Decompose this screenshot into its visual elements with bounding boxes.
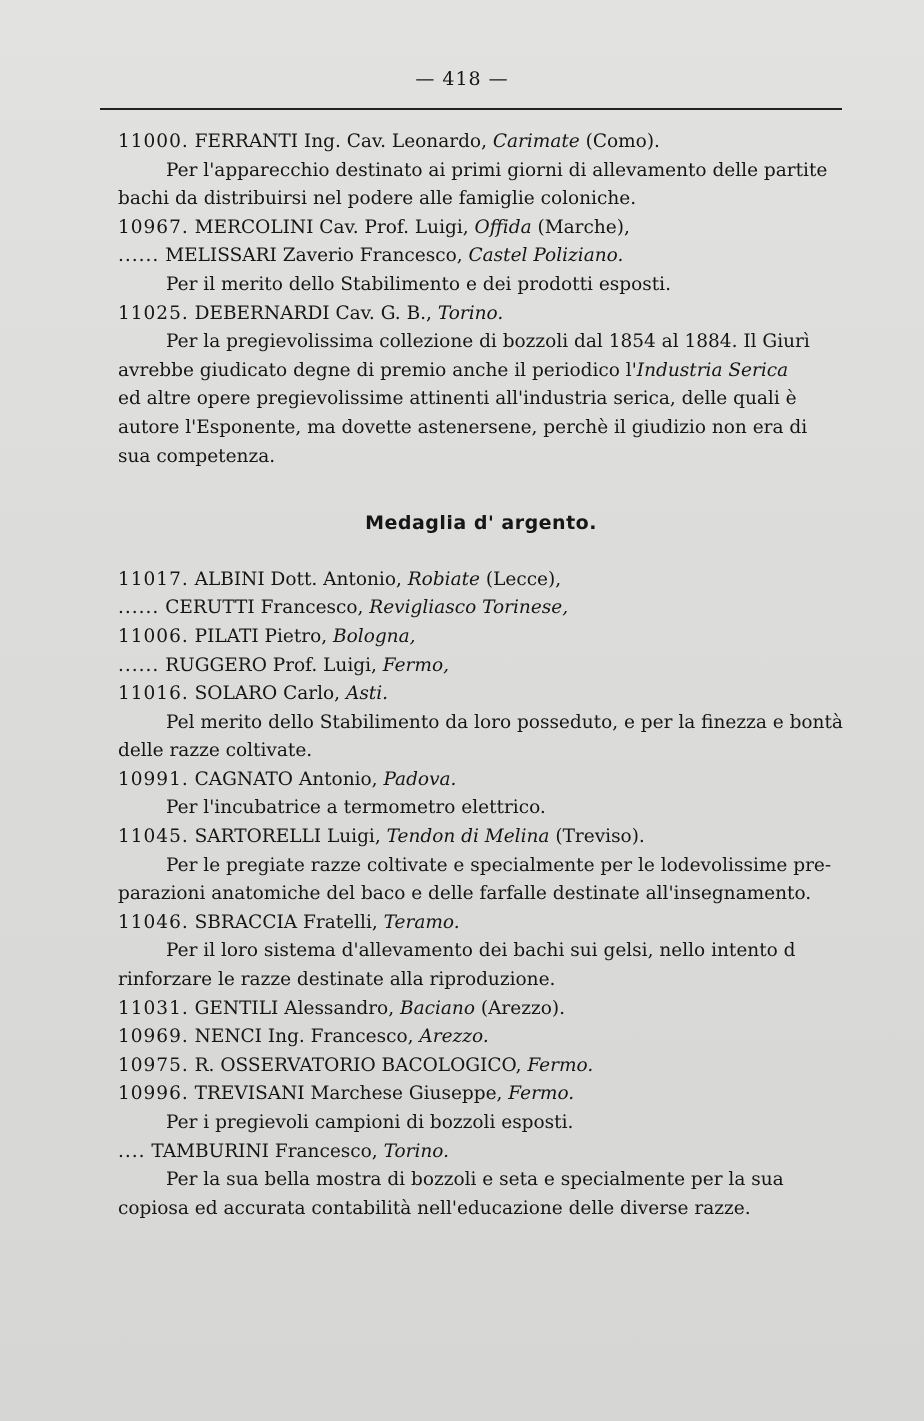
exhibitor-entry [118,680,844,709]
section-title: Medaglia d' argento. [365,512,597,535]
entry-number: ...... [118,245,160,267]
exhibitor-place: Torino. [383,1140,449,1162]
exhibitor-name: NENCI Ing. Francesco, [194,1026,414,1048]
motivation-line: Pel merito dello Stabilimento da loro posseduto, e per la finezza e bontà [166,711,843,733]
exhibitor-entry [118,300,844,329]
motivation-text: avrebbe giudicato degne di premio anche il periodico l' [118,359,637,381]
exhibitor-place: Asti. [345,683,389,705]
exhibitor-name: PILATI Pietro, [194,625,328,647]
entry-number: 11031. [118,997,189,1019]
exhibitor-place: Arezzo. [419,1026,489,1048]
exhibitor-entry [118,128,844,157]
entry-number: .... [118,1140,146,1162]
entries-top [118,128,844,471]
motivation-line: bachi da distribuirsi nel podere alle famiglie coloniche. [118,188,637,210]
exhibitor-entry [118,995,844,1024]
exhibitor-name: DEBERNARDI Cav. G. B., [194,302,432,324]
header-rule [100,108,842,110]
motivation-line: rinforzare le razze destinate alla riproduzione. [118,969,556,991]
entries-bottom [118,566,844,1224]
exhibitor-place: Bologna, [333,625,416,647]
motivation-line: Per le pregiate razze coltivate e specialmente per le lodevolissime pre- [166,854,832,876]
motivation-line: sua competenza. [118,445,276,467]
entry-number: 11016. [118,683,189,705]
exhibitor-name: MERCOLINI Cav. Prof. Luigi, [194,216,469,238]
exhibitor-name: R. OSSERVATORIO BACOLOGICO, [194,1054,522,1076]
exhibitor-place: Carimate [492,131,580,152]
entry-number: 11017. [118,568,189,590]
exhibitor-entry [118,242,844,271]
entry-number: 10969. [118,1026,189,1048]
motivation-line: Per l'incubatrice a termometro elettrico. [166,797,546,819]
exhibitor-name: SARTORELLI Luigi, [194,826,381,848]
entry-number: 10996. [118,1083,189,1105]
exhibitor-name: CERUTTI Francesco, [165,597,364,619]
entry-number: ...... [118,597,160,619]
motivation-line [118,357,844,386]
exhibitor-place: Offida [474,216,532,238]
motivation-line: autore l'Esponente, ma dovette astenersene, perchè il giudizio non era di [118,416,808,438]
exhibitor-name: TAMBURINI Francesco, [151,1140,378,1162]
exhibitor-place: Teramo. [383,911,460,933]
exhibitor-name: RUGGERO Prof. Luigi, [165,654,377,676]
award-motivation [118,328,844,471]
exhibitor-place: Castel Poliziano. [468,245,624,267]
exhibitor-name: CAGNATO Antonio, [194,768,378,790]
exhibitor-place: Baciano [399,997,475,1019]
exhibitor-name: GENTILI Alessandro, [194,997,395,1019]
award-motivation [118,937,844,994]
entry-number: 10991. [118,768,189,790]
exhibitor-name: ALBINI Dott. Antonio, [194,568,402,590]
entry-number: 11046. [118,911,189,933]
exhibitor-region: (Lecce), [480,568,562,590]
motivation-line: Per il loro sistema d'allevamento dei bachi sui gelsi, nello intento d [166,940,796,962]
page-body [118,128,844,1223]
motivation-line: Per la sua bella mostra di bozzoli e seta e specialmente per la sua [166,1169,784,1191]
entry-number: 10975. [118,1054,189,1076]
award-motivation [118,157,844,214]
entry-number: 10967. [118,216,189,238]
entry-number: 11025. [118,302,189,324]
exhibitor-place: Padova. [383,768,457,790]
exhibitor-entry [118,909,844,938]
exhibitor-entry [118,1080,844,1109]
motivation-line: Per la pregievolissima collezione di bozzoli dal 1854 al 1884. Il Giurì [166,331,810,353]
award-motivation [118,1166,844,1223]
exhibitor-place: Revigliasco Torinese, [369,597,569,619]
exhibitor-entry [118,1023,844,1052]
exhibitor-place: Fermo. [527,1054,594,1076]
motivation-line: parazioni anatomiche del baco e delle farfalle destinate all'insegnamento. [118,883,812,905]
award-motivation [118,709,844,766]
award-motivation [118,271,844,300]
motivation-line: delle razze coltivate. [118,740,313,762]
exhibitor-entry [118,623,844,652]
award-motivation [118,852,844,909]
exhibitor-region: (Arezzo). [474,997,565,1019]
exhibitor-name: FERRANTI Ing. Cav. Leonardo, [194,131,487,152]
exhibitor-place: Robiate [407,568,480,590]
periodical-title: Industria Serica [636,359,789,381]
exhibitor-region: (Treviso). [549,826,645,848]
motivation-line: ed altre opere pregievolissime attinenti all'industria serica, delle quali è [118,388,797,410]
exhibitor-place: Torino. [437,302,504,324]
exhibitor-region: (Marche), [531,216,630,238]
award-motivation [118,794,844,823]
exhibitor-entry [118,823,844,852]
entry-number: 11000. [118,131,189,152]
exhibitor-name: SOLARO Carlo, [194,683,341,705]
exhibitor-entry [118,652,844,681]
award-motivation [118,1109,844,1138]
motivation-line: Per l'apparecchio destinato ai primi giorni di allevamento delle partite [166,159,828,181]
entry-number: ...... [118,654,160,676]
exhibitor-entry [118,594,844,623]
entry-number: 11045. [118,826,189,848]
exhibitor-place: Tendon di Melina [386,826,550,848]
exhibitor-entry [118,1052,844,1081]
exhibitor-name: MELISSARI Zaverio Francesco, [165,245,463,267]
exhibitor-name: TREVISANI Marchese Giuseppe, [194,1083,503,1105]
exhibitor-entry [118,214,844,243]
entry-number: 11006. [118,625,189,647]
exhibitor-place: Fermo, [382,654,449,676]
exhibitor-entry [118,566,844,595]
exhibitor-region: (Como). [579,131,660,152]
exhibitor-place: Fermo. [508,1083,575,1105]
exhibitor-name: SBRACCIA Fratelli, [194,911,378,933]
exhibitor-entry [118,1138,844,1167]
page-number: — 418 — [415,68,509,90]
exhibitor-entry [118,766,844,795]
motivation-line: Per i pregievoli campioni di bozzoli esposti. [166,1112,574,1133]
motivation-line: Per il merito dello Stabilimento e dei prodotti esposti. [166,273,671,295]
motivation-line: copiosa ed accurata contabilità nell'educazione delle diverse razze. [118,1197,751,1219]
